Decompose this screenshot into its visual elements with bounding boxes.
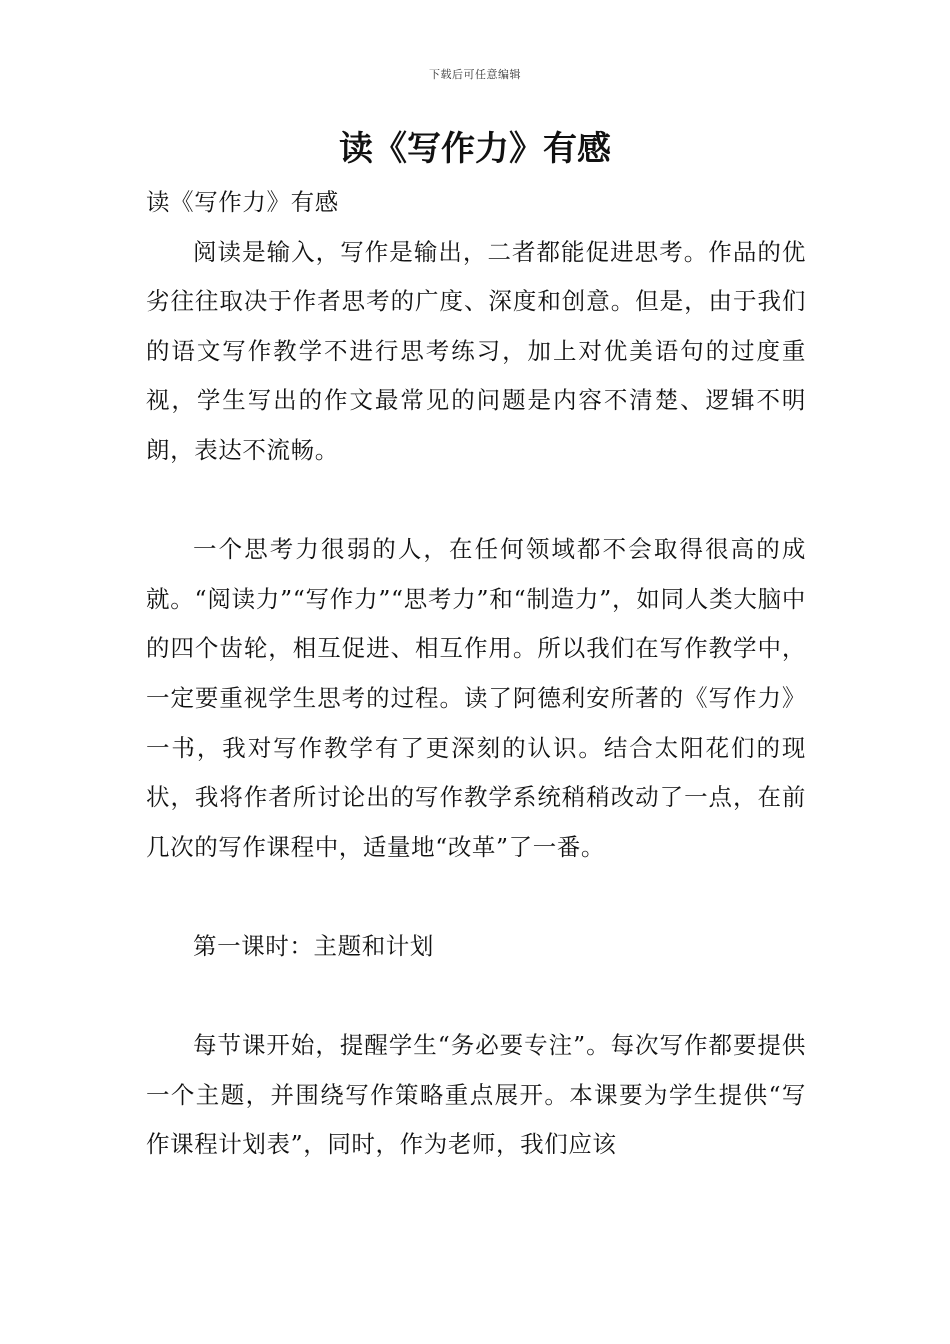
paragraph-spacer: [146, 476, 806, 526]
paragraph-1: 阅读是输入，写作是输出，二者都能促进思考。作品的优劣往往取决于作者思考的广度、深度和创意。但是，由于我们的语文写作教学不进行思考练习，加上对优美语句的过度重视，学生写出的作文最常见的问题是内容不清楚、逻辑不明朗，表达不流畅。: [146, 237, 806, 464]
document-title: 读《写作力》有感: [339, 129, 611, 169]
paragraph-spacer: [146, 872, 806, 922]
section-heading: 第一课时：主题和计划: [193, 931, 434, 960]
paragraph-2: 一个思考力很弱的人，在任何领域都不会取得很高的成就。“阅读力”“写作力”“思考力”和“制造力”，如同人类大脑中的四个齿轮，相互促进、相互作用。所以我们在写作教学中，一定要重视学生思考的过程。读了阿德利安所著的《写作力》一书，我对写作教学有了更深刻的认识。结合太阳花们的现状，我将作者所讨论出的写作教学系统稍稍改动了一点，在前几次的写作课程中，适量地“改革”了一番。: [146, 535, 806, 861]
paragraph-3: 每节课开始，提醒学生“务必要专注”。每次写作都要提供一个主题，并围绕写作策略重点展开。本课要为学生提供“写作课程计划表”，同时，作为老师，我们应该: [146, 1031, 806, 1159]
paragraph-spacer: [146, 972, 806, 1022]
subtitle: 读《写作力》有感: [146, 188, 339, 216]
document-body: [146, 178, 806, 1170]
header-note: 下载后可任意编辑: [429, 68, 521, 81]
